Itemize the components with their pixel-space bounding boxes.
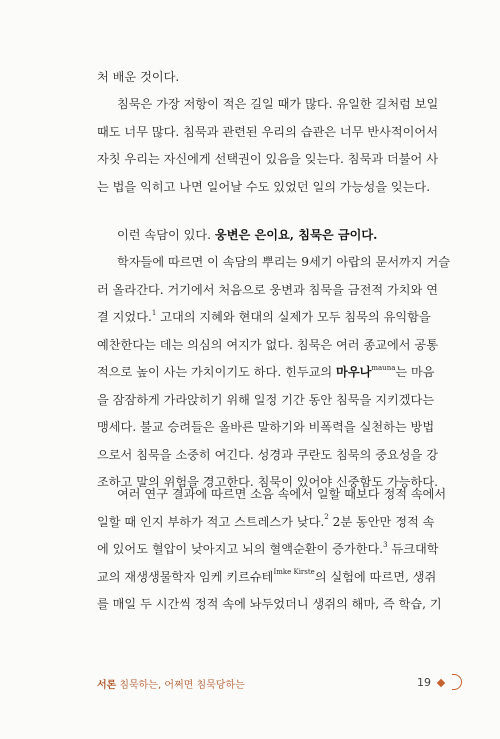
diamond-ornament-icon (437, 679, 445, 687)
text-segment: 2분 동안만 정적 속 (332, 514, 435, 529)
text-segment: 는 마음 (395, 365, 435, 379)
footer-section-label: 서론 (97, 680, 117, 691)
term-mauna-roman: mauna (371, 363, 396, 372)
footer-chapter-title: 침묵하는, 어쩌면 침묵당하는 (119, 680, 245, 691)
text-line (97, 304, 431, 332)
proverb-intro: 이런 속담이 있다. (117, 228, 212, 242)
text-line: 맹세다. 불교 승려들은 올바른 말하기와 비폭력을 실천하는 방법 (97, 420, 435, 434)
text-line (97, 536, 439, 564)
text-line (97, 509, 435, 537)
text-segment: 듀크대학 (391, 542, 439, 556)
text-line: 때도 너무 많다. 침묵과 관련된 우리의 습관은 너무 반사적이어서 (97, 124, 438, 139)
paragraph-1 (97, 64, 409, 92)
text-segment: 고대의 지혜와 현대의 실제가 모두 침묵의 유익함을 (160, 310, 431, 324)
text-segment: 에 있어도 혈압이 낮아지고 뇌의 혈액순환이 증가한다. (97, 542, 384, 556)
text-line (97, 359, 435, 387)
text-segment: 의 실험에 따르면, 생쥐 (314, 569, 437, 584)
text-line: 침묵은 가장 저항이 적은 길일 때가 많다. 유일한 길처럼 보일 (117, 97, 439, 111)
footnote-ref-2: 2 (324, 513, 329, 522)
text-line: 예찬한다는 데는 의심의 여지가 없다. 침묵은 여러 종교에서 공통 (97, 337, 438, 352)
text-segment: 결 지었다. (97, 310, 152, 324)
proverb-bold: 웅변은 은이요, 침묵은 금이다. (214, 228, 378, 242)
page-number: 19 (417, 676, 431, 689)
text-line: 학자들에 따르면 이 속담의 뿌리는 9세기 아랍의 문서까지 거슬 (117, 255, 451, 269)
text-line: 조하고 말의 위험을 경고한다. 침묵이 있어야 신중함도 가능하다. (97, 475, 438, 489)
name-romanized: Imke Kirste (273, 568, 315, 577)
text-line: 을 잠잠하게 가라앉히기 위해 일정 기간 동안 침묵을 지키겠다는 (97, 392, 435, 407)
text-line: 러 올라간다. 거기에서 처음으로 웅변과 침묵을 금전적 가치와 연 (97, 282, 438, 297)
text-line: 자칫 우리는 자신에게 선택권이 있음을 잊는다. 침묵과 더불어 사 (97, 152, 438, 166)
half-circle-ornament-icon (452, 674, 462, 690)
text-line (97, 564, 437, 592)
text-line: 처 배운 것이다. (97, 70, 180, 84)
text-line: 여러 연구 결과에 따르면 소음 속에서 일할 때보다 정적 속에서 (117, 487, 447, 501)
footnote-ref-1: 1 (151, 308, 157, 317)
term-mauna: 마우나 (336, 365, 372, 379)
footnote-ref-3: 3 (383, 540, 388, 549)
text-line: 는 법을 익히고 나면 일어날 수도 있었던 일의 가능성을 잊는다. (97, 179, 431, 194)
paragraph-5 (97, 481, 447, 619)
text-segment: 일할 때 인지 부하가 적고 스트레스가 낮다. (97, 514, 325, 529)
paragraph-4 (97, 249, 451, 497)
paragraph-proverb (97, 222, 409, 250)
text-line (97, 222, 409, 250)
text-segment: 적으로 높이 사는 가치이기도 하다. 힌두교의 (97, 365, 333, 379)
paragraph-2 (97, 91, 439, 201)
text-line: 를 매일 두 시간씩 정적 속에 놔두었더니 생쥐의 해마, 즉 학습, 기 (97, 597, 442, 611)
page-footer (97, 676, 467, 696)
text-segment: 교의 재생생물학자 임케 키르슈테 (97, 569, 274, 584)
text-line: 으로서 침묵을 소중히 여긴다. 성경과 쿠란도 침묵의 중요성을 강 (97, 447, 438, 462)
